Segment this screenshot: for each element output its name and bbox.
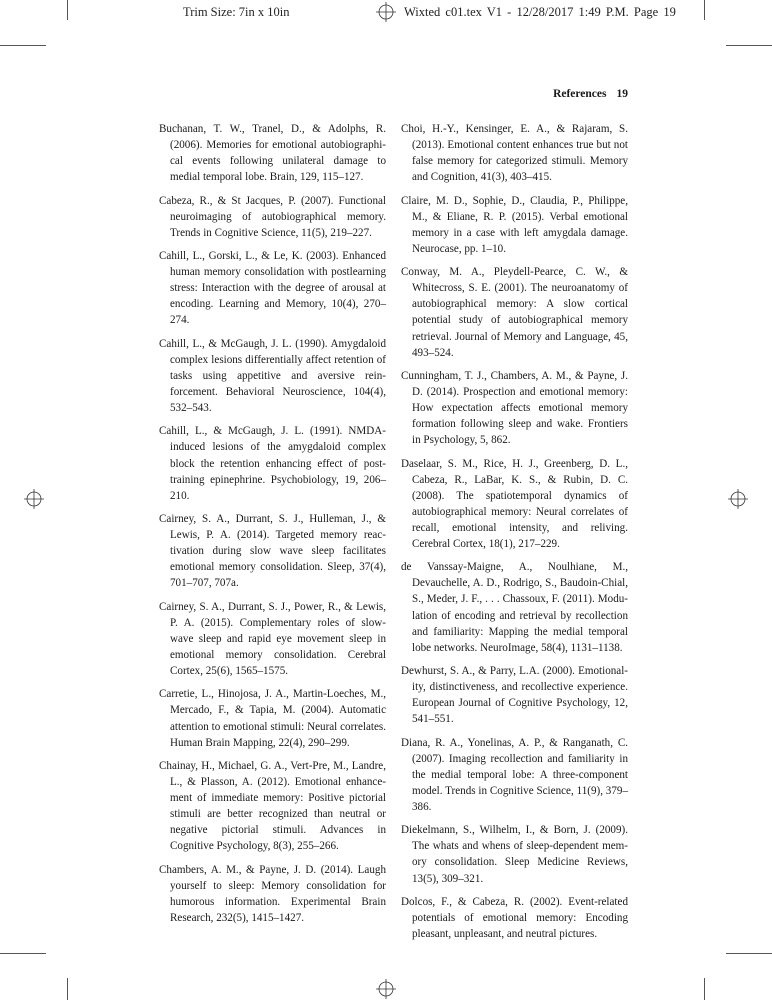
- crop-mark: [67, 978, 68, 1000]
- reference-entry: Daselaar, S. M., Rice, H. J., Greenberg, D. L., Cabeza, R., LaBar, K. S., & Rubin, D. C. (2008). The spatiotemporal dynamics of autobiographical memory: Neural correlates of recall, emotional intensity, and reliving. Cerebral Cortex, 18(1), 217–229.: [401, 457, 628, 550]
- crop-mark: [0, 45, 46, 46]
- crop-mark: [67, 0, 68, 20]
- reference-entry: Choi, H.-Y., Kensinger, E. A., & Rajaram, S. (2013). Emotional content enhances true but not false memory for categorized stimuli. Memory and Cognition, 41(3), 403–415.: [401, 123, 628, 184]
- reference-entry: Dolcos, F., & Cabeza, R. (2002). Event-related potentials of emotional memory: Encoding pleasant, unpleasant, and neutral pictures.: [401, 895, 628, 940]
- reference-entry: Cabeza, R., & St Jacques, P. (2007). Functional neuroimaging of autobiographical memory. Trends in Cognitive Science, 11(5), 219–227.: [159, 194, 386, 239]
- reference-entry: Cahill, L., & McGaugh, J. L. (1990). Amygdaloid complex lesions differentially affect retention of tasks using appetitive and aversive reinforcement. Behavioral Neuroscience, 104(4), 532–543.: [159, 337, 386, 415]
- reference-entry: de Vanssay-Maigne, A., Noulhiane, M., Devauchelle, A. D., Rodrigo, S., Baudoin-Chial, S., Meder, J. F., . . . Chassoux, F. (2011). Modulation of encoding and retrieval by recollection and familiarity: Mapping the medial temporal lobe networks. NeuroImage, 58(4), 1131–1138.: [401, 561, 628, 654]
- reference-entry: Claire, M. D., Sophie, D., Claudia, P., Philippe, M., & Eliane, R. P. (2015). Verbal emotional memory in a case with left amygdala damage. Neurocase, pp. 1–10.: [401, 194, 628, 255]
- reference-entry: Cahill, L., & McGaugh, J. L. (1991). NMDAinduced lesions of the amygdaloid complex block the retention enhancing effect of posttraining epinephrine. Psychobiology, 19, 206–210.: [159, 425, 386, 502]
- registration-mark-icon: [376, 2, 396, 22]
- reference-entry: Chainay, H., Michael, G. A., Vert-Pre, M., Landre, L., & Plasson, A. (2012). Emotional enhancement of immediate memory: Positive pictorial stimuli are better recognized than neutral or negative pictorial stimuli. Advances in Cognitive Psychology, 8(3), 255–266.: [159, 759, 386, 853]
- crop-mark: [0, 953, 46, 954]
- reference-entry: Diekelmann, S., Wilhelm, I., & Born, J. (2009). The whats and whens of sleep-dependent memory consolidation. Sleep Medicine Reviews, 13(5), 309–321.: [401, 824, 628, 885]
- page-number: 19: [616, 88, 628, 100]
- registration-mark-icon: [376, 979, 396, 999]
- crop-mark: [704, 0, 705, 20]
- references-right-column: [401, 121, 628, 949]
- reference-entry: Diana, R. A., Yonelinas, A. P., & Ranganath, C. (2007). Imaging recollection and familiarity in the medial temporal lobe: A three-component model. Trends in Cognitive Science, 11(9), 379–386.: [401, 736, 628, 813]
- references-left-column: [159, 121, 386, 933]
- running-head: [553, 88, 628, 100]
- section-title: References: [553, 88, 607, 100]
- registration-mark-icon: [24, 489, 44, 509]
- crop-mark: [726, 953, 772, 954]
- reference-entry: Chambers, A. M., & Payne, J. D. (2014). Laugh yourself to sleep: Memory consolidation for humorous information. Experimental Brain Research, 232(5), 1415–1427.: [159, 863, 386, 924]
- reference-entry: Cahill, L., Gorski, L., & Le, K. (2003). Enhanced human memory consolidation with postlearning stress: Interaction with the degree of arousal at encoding. Learning and Memory, 10(4), 270–274.: [159, 250, 386, 327]
- reference-entry: Carretie, L., Hinojosa, J. A., Martin-Loeches, M., Mercado, F., & Tapia, M. (2004). Automatic attention to emotional stimuli: Neural correlates. Human Brain Mapping, 22(4), 290–299.: [159, 688, 386, 749]
- reference-entry: Cairney, S. A., Durrant, S. J., Hulleman, J., & Lewis, P. A. (2014). Targeted memory reactivation during slow wave sleep facilitates emotional memory consolidation. Sleep, 37(4), 701–707, 707a.: [159, 513, 386, 590]
- reference-entry: Dewhurst, S. A., & Parry, L.A. (2000). Emotionality, distinctiveness, and recollective experience. European Journal of Cognitive Psychology, 12, 541–551.: [401, 665, 628, 726]
- file-info-label: Wixted c01.tex V1 - 12/28/2017 1:49 P.M. Page 19: [404, 5, 676, 19]
- reference-entry: Buchanan, T. W., Tranel, D., & Adolphs, R. (2006). Memories for emotional autobiographical events following unilateral damage to medial temporal lobe. Brain, 129, 115–127.: [159, 123, 386, 184]
- crop-mark: [726, 45, 772, 46]
- crop-mark: [704, 978, 705, 1000]
- trim-size-label: Trim Size: 7in x 10in: [183, 5, 290, 19]
- reference-entry: Conway, M. A., Pleydell-Pearce, C. W., & Whitecross, S. E. (2001). The neuroanatomy of autobiographical memory: A slow cortical potential study of autobiographical memory retrieval. Journal of Memory and Language, 45, 493–524.: [401, 266, 628, 359]
- registration-mark-icon: [728, 489, 748, 509]
- reference-entry: Cunningham, T. J., Chambers, A. M., & Payne, J. D. (2014). Prospection and emotional memory: How expectation affects emotional memory formation following sleep and wake. Frontiers in Psychology, 5, 862.: [401, 369, 628, 447]
- reference-entry: Cairney, S. A., Durrant, S. J., Power, R., & Lewis, P. A. (2015). Complementary roles of slow-wave sleep and rapid eye movement sleep in emotional memory consolidation. Cerebral Cortex, 25(6), 1565–1575.: [159, 600, 386, 678]
